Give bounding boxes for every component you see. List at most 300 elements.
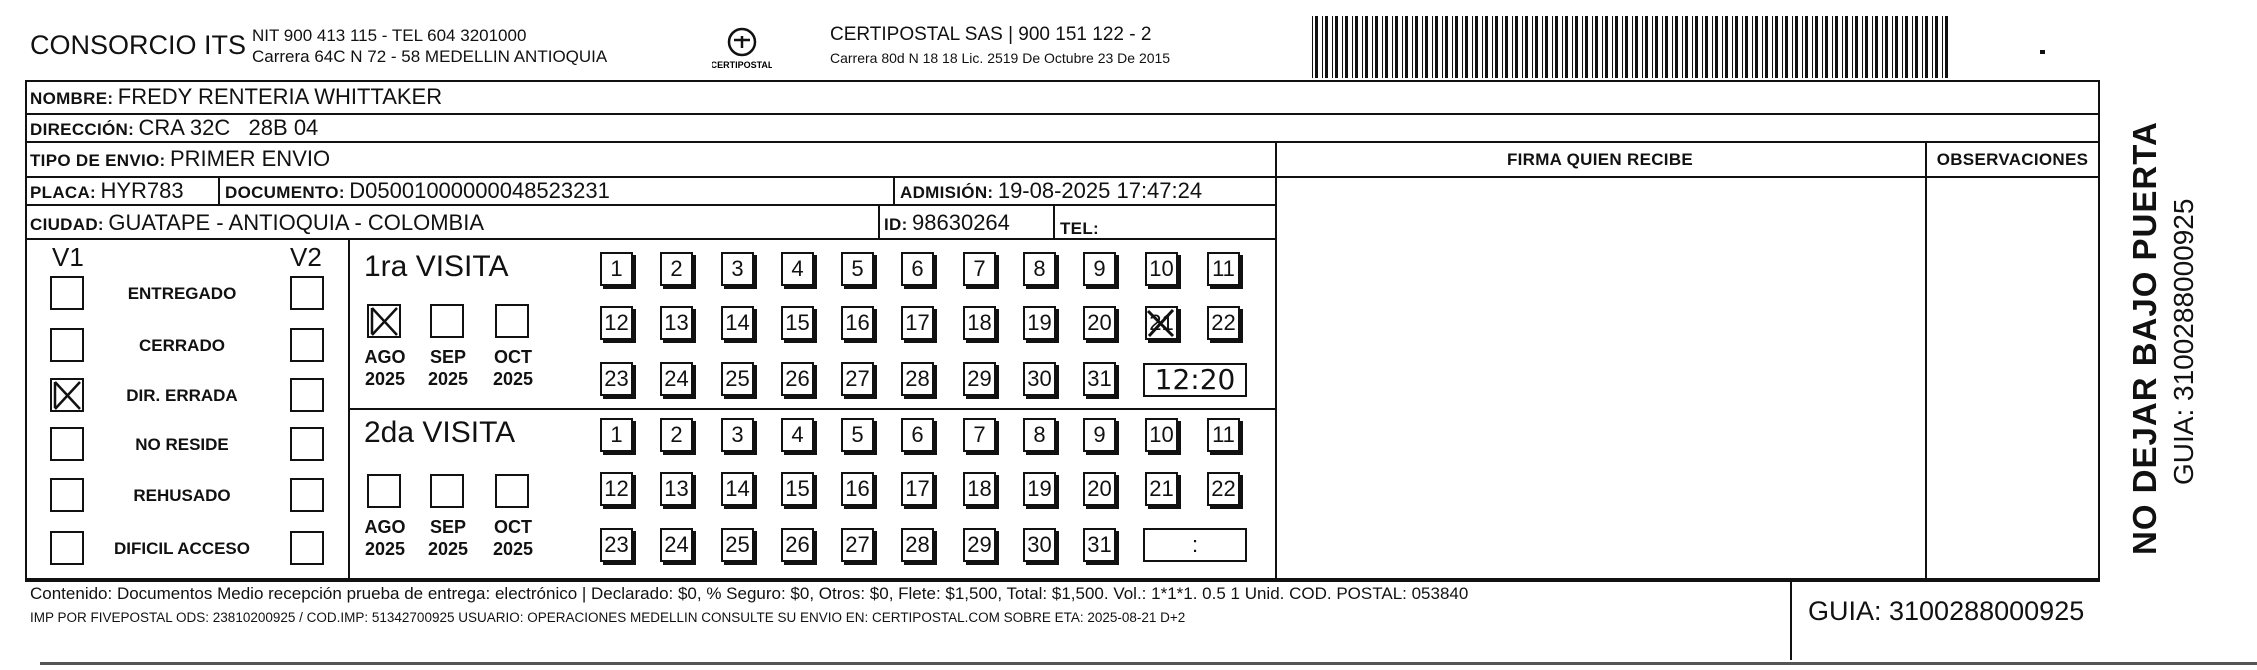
barcode-bar bbox=[1375, 16, 1378, 78]
month-checkbox[interactable] bbox=[430, 474, 464, 508]
documento-cell bbox=[225, 178, 610, 204]
day-box[interactable] bbox=[660, 252, 693, 286]
day-box[interactable] bbox=[600, 418, 633, 452]
barcode-bar bbox=[1895, 16, 1898, 78]
v2-checkbox[interactable] bbox=[290, 328, 324, 362]
day-number: 22 bbox=[1211, 476, 1236, 501]
barcode-bar bbox=[1525, 16, 1528, 78]
month-checkbox[interactable] bbox=[367, 304, 401, 338]
month-label bbox=[483, 346, 543, 390]
carrier-info bbox=[830, 24, 1170, 66]
day-number: 16 bbox=[845, 310, 870, 335]
direccion-label: DIRECCIÓN: bbox=[30, 120, 135, 139]
day-number: 9 bbox=[1093, 422, 1106, 447]
day-box[interactable] bbox=[600, 306, 633, 340]
v2-checkbox[interactable] bbox=[290, 478, 324, 512]
month-name: OCT bbox=[494, 347, 532, 367]
month-label bbox=[418, 346, 478, 390]
day-number: 26 bbox=[785, 366, 810, 391]
v2-checkbox[interactable] bbox=[290, 531, 324, 565]
barcode-bar bbox=[1455, 16, 1458, 78]
col-divider bbox=[1925, 141, 1927, 578]
barcode-bar bbox=[1782, 16, 1783, 78]
barcode-bar bbox=[1495, 16, 1498, 78]
barcode-bar bbox=[1462, 16, 1463, 78]
observaciones-label: OBSERVACIONES bbox=[1936, 150, 2089, 169]
day-box[interactable] bbox=[1145, 418, 1178, 452]
barcode-bar bbox=[1365, 16, 1368, 78]
day-number: 21 bbox=[1149, 476, 1174, 501]
v1-checkbox[interactable] bbox=[50, 276, 84, 310]
barcode-bar bbox=[1715, 16, 1718, 78]
day-number: 23 bbox=[604, 366, 629, 391]
day-box[interactable] bbox=[963, 306, 996, 340]
barcode-bar bbox=[1682, 16, 1683, 78]
v1-checkbox[interactable] bbox=[50, 378, 84, 412]
day-box[interactable] bbox=[963, 528, 996, 562]
barcode-bar bbox=[1362, 16, 1363, 78]
barcode-bar bbox=[1662, 16, 1663, 78]
month-year: 2025 bbox=[427, 369, 469, 389]
month-name: SEP bbox=[429, 517, 467, 537]
barcode-bar bbox=[1482, 16, 1483, 78]
col-divider bbox=[1790, 578, 1792, 660]
status-label: CERRADO bbox=[139, 336, 225, 355]
barcode-bar bbox=[1822, 16, 1823, 78]
col-divider bbox=[2098, 141, 2100, 578]
barcode-bar bbox=[1912, 16, 1913, 78]
barcode-bar bbox=[1572, 16, 1573, 78]
v1-checkbox[interactable] bbox=[50, 328, 84, 362]
day-number: 17 bbox=[905, 476, 930, 501]
barcode-bar bbox=[1632, 16, 1633, 78]
day-number: 27 bbox=[845, 532, 870, 557]
barcode-bar bbox=[1635, 16, 1638, 78]
barcode-bar bbox=[1932, 16, 1933, 78]
barcode-bar bbox=[1585, 16, 1588, 78]
barcode-bar bbox=[1312, 16, 1313, 78]
day-box[interactable] bbox=[600, 528, 633, 562]
day-box[interactable] bbox=[841, 418, 874, 452]
barcode-bar bbox=[1592, 16, 1593, 78]
day-box[interactable] bbox=[781, 252, 814, 286]
day-box[interactable] bbox=[1207, 306, 1240, 340]
day-box[interactable] bbox=[1145, 306, 1178, 340]
barcode-bar bbox=[1552, 16, 1553, 78]
id-label: ID: bbox=[884, 215, 908, 234]
day-number: 10 bbox=[1149, 422, 1174, 447]
admision-value: 19-08-2025 17:47:24 bbox=[997, 178, 1203, 203]
day-box[interactable] bbox=[1207, 418, 1240, 452]
barcode-bar bbox=[1515, 16, 1518, 78]
company-name: CONSORCIO ITS bbox=[30, 30, 247, 60]
month-checkbox[interactable] bbox=[430, 304, 464, 338]
day-box[interactable] bbox=[600, 362, 633, 396]
day-box[interactable] bbox=[841, 362, 874, 396]
day-number: 7 bbox=[973, 256, 986, 281]
day-number: 28 bbox=[905, 366, 930, 391]
day-number: 30 bbox=[1027, 366, 1052, 391]
month-year: 2025 bbox=[492, 369, 534, 389]
day-box[interactable] bbox=[963, 362, 996, 396]
barcode-bar bbox=[1705, 16, 1708, 78]
day-number: 14 bbox=[725, 476, 750, 501]
day-number: 29 bbox=[967, 366, 992, 391]
barcode-bar bbox=[1785, 16, 1788, 78]
guia-number: GUIA: 3100288000925 bbox=[1808, 596, 2085, 626]
row-divider bbox=[25, 141, 2100, 143]
barcode-bar bbox=[1625, 16, 1628, 78]
barcode-bar bbox=[1685, 16, 1688, 78]
day-box[interactable] bbox=[841, 306, 874, 340]
day-box[interactable] bbox=[1207, 252, 1240, 286]
v2-checkbox[interactable] bbox=[290, 276, 324, 310]
month-label bbox=[418, 516, 478, 560]
barcode-bar bbox=[1772, 16, 1773, 78]
footer-divider bbox=[25, 578, 2100, 580]
barcode-bar bbox=[1712, 16, 1713, 78]
direccion-value: CRA 32C 28B 04 bbox=[138, 115, 319, 140]
day-box[interactable] bbox=[660, 472, 693, 506]
footer-print-info: IMP POR FIVEPOSTAL ODS: 23810200925 / COD.IMP: 51342700925 USUARIO: OPERACIONES MEDELLIN CONSULTE SU ENVIO EN: CERTIPOSTAL.COM SOBRE ETA: 2025-08-21 D+2 bbox=[30, 610, 1186, 625]
barcode-bar bbox=[1892, 16, 1893, 78]
barcode-bar bbox=[1795, 16, 1798, 78]
visit-divider bbox=[348, 408, 1275, 410]
day-box[interactable] bbox=[901, 472, 934, 506]
row-divider bbox=[25, 204, 1275, 206]
day-number: 8 bbox=[1033, 256, 1046, 281]
day-number: 27 bbox=[845, 366, 870, 391]
day-number: 15 bbox=[785, 310, 810, 335]
barcode-bar bbox=[1792, 16, 1793, 78]
month-year: 2025 bbox=[492, 539, 534, 559]
day-number: 8 bbox=[1033, 422, 1046, 447]
barcode-bar bbox=[1845, 16, 1848, 78]
barcode-bar bbox=[1672, 16, 1673, 78]
tipo-envio-label: TIPO DE ENVIO: bbox=[30, 151, 166, 170]
v1-checkbox[interactable] bbox=[50, 427, 84, 461]
footer-content: Contenido: Documentos Medio recepción prueba de entrega: electrónico | Declarado: $0, % Seguro: $0, Otros: $0, Flete: $1,500, Total: $1,500. Vol.: 1*1*1. 0.5 1 Unid. COD. POSTAL: 053840 bbox=[30, 584, 1469, 603]
month-name: AGO bbox=[364, 347, 406, 367]
barcode-bar bbox=[1432, 16, 1433, 78]
day-box[interactable] bbox=[1023, 362, 1056, 396]
barcode-bar bbox=[1842, 16, 1843, 78]
day-box[interactable] bbox=[1023, 418, 1056, 452]
v1-checkbox[interactable] bbox=[50, 531, 84, 565]
barcode-bar bbox=[1852, 16, 1853, 78]
barcode-bar bbox=[1582, 16, 1583, 78]
barcode-bar bbox=[1735, 16, 1738, 78]
barcode-bar bbox=[1832, 16, 1833, 78]
day-box[interactable] bbox=[1023, 472, 1056, 506]
day-number: 22 bbox=[1211, 310, 1236, 335]
company-info bbox=[252, 25, 607, 67]
day-box[interactable] bbox=[1145, 472, 1178, 506]
barcode-bar bbox=[1595, 16, 1598, 78]
day-box[interactable] bbox=[901, 362, 934, 396]
nombre-row bbox=[30, 84, 442, 110]
status-label: DIFICIL ACCESO bbox=[113, 539, 250, 558]
side-guia: GUIA: 3100288000925 bbox=[2168, 198, 2199, 485]
day-number: 25 bbox=[725, 366, 750, 391]
day-box[interactable] bbox=[660, 528, 693, 562]
barcode-bar bbox=[1352, 16, 1353, 78]
barcode-bar bbox=[1415, 16, 1418, 78]
barcode-bar bbox=[1492, 16, 1493, 78]
barcode-bar bbox=[1532, 16, 1533, 78]
day-box[interactable] bbox=[841, 252, 874, 286]
day-box[interactable] bbox=[1083, 306, 1116, 340]
day-number: 5 bbox=[851, 422, 864, 447]
page-edge bbox=[40, 662, 2257, 665]
barcode-bar bbox=[1575, 16, 1578, 78]
placa-cell bbox=[30, 178, 184, 204]
day-number: 30 bbox=[1027, 532, 1052, 557]
day-box[interactable] bbox=[841, 472, 874, 506]
carrier-address: Carrera 80d N 18 18 Lic. 2519 De Octubre 23 De 2015 bbox=[830, 50, 1171, 66]
barcode-bar bbox=[1942, 16, 1943, 78]
barcode-bar bbox=[1902, 16, 1903, 78]
day-number: 10 bbox=[1149, 256, 1174, 281]
day-box[interactable] bbox=[1083, 362, 1116, 396]
row-divider bbox=[25, 113, 2100, 115]
svg-text:CERTIPOSTAL: CERTIPOSTAL bbox=[712, 60, 772, 70]
barcode-bar bbox=[1442, 16, 1443, 78]
barcode-bar bbox=[1322, 16, 1323, 78]
ciudad-label: CIUDAD: bbox=[30, 215, 104, 234]
row-divider bbox=[1275, 176, 2100, 178]
day-number: 5 bbox=[851, 256, 864, 281]
barcode-bar bbox=[1862, 16, 1863, 78]
barcode-bar bbox=[1605, 16, 1608, 78]
day-number: 31 bbox=[1087, 532, 1112, 557]
v1-header: V1 bbox=[52, 242, 84, 272]
barcode-bar bbox=[1402, 16, 1403, 78]
day-box[interactable] bbox=[1023, 528, 1056, 562]
side-notice bbox=[2112, 100, 2232, 560]
day-box[interactable] bbox=[660, 418, 693, 452]
day-number: 4 bbox=[791, 256, 804, 281]
barcode-bar bbox=[1882, 16, 1883, 78]
day-box[interactable] bbox=[1207, 472, 1240, 506]
barcode-bar bbox=[1702, 16, 1703, 78]
barcode-bar bbox=[1355, 16, 1358, 78]
day-number: 31 bbox=[1087, 366, 1112, 391]
day-number: 4 bbox=[791, 422, 804, 447]
day-number: 2 bbox=[670, 422, 683, 447]
day-number: 19 bbox=[1027, 476, 1052, 501]
day-number: 1 bbox=[610, 256, 623, 281]
month-name: AGO bbox=[364, 517, 406, 537]
day-number: 15 bbox=[785, 476, 810, 501]
barcode-bar bbox=[1545, 16, 1548, 78]
col-divider bbox=[1275, 141, 1277, 578]
barcode-bar bbox=[1935, 16, 1938, 78]
v2-checkbox[interactable] bbox=[290, 378, 324, 412]
barcode-bar bbox=[1562, 16, 1563, 78]
barcode-bar bbox=[1472, 16, 1473, 78]
day-box[interactable] bbox=[1083, 252, 1116, 286]
carrier-name: CERTIPOSTAL SAS | 900 151 122 - 2 bbox=[830, 24, 1152, 45]
barcode-bar bbox=[1622, 16, 1623, 78]
day-box[interactable] bbox=[781, 362, 814, 396]
day-number: 7 bbox=[973, 422, 986, 447]
visit2-time[interactable] bbox=[1143, 528, 1247, 562]
col-divider bbox=[878, 204, 880, 238]
documento-label: DOCUMENTO: bbox=[225, 183, 345, 202]
v1-checkbox[interactable] bbox=[50, 478, 84, 512]
month-year: 2025 bbox=[427, 539, 469, 559]
barcode-bar bbox=[1385, 16, 1388, 78]
visit1-time[interactable] bbox=[1143, 363, 1247, 397]
month-checkbox[interactable] bbox=[495, 474, 529, 508]
day-number: 6 bbox=[911, 256, 924, 281]
day-number: 6 bbox=[911, 422, 924, 447]
barcode-bar bbox=[1535, 16, 1538, 78]
col-divider bbox=[1053, 204, 1055, 238]
barcode-bar bbox=[1565, 16, 1568, 78]
barcode-bar bbox=[1752, 16, 1753, 78]
day-box[interactable] bbox=[963, 252, 996, 286]
barcode-bar bbox=[1412, 16, 1413, 78]
day-box[interactable] bbox=[600, 472, 633, 506]
day-box[interactable] bbox=[781, 528, 814, 562]
barcode-bar bbox=[1675, 16, 1678, 78]
barcode-bar bbox=[1392, 16, 1393, 78]
placa-label: PLACA: bbox=[30, 183, 97, 202]
col-divider bbox=[218, 176, 220, 204]
day-box[interactable] bbox=[721, 418, 754, 452]
id-cell bbox=[884, 210, 1010, 236]
admision-label: ADMISIÓN: bbox=[900, 183, 994, 202]
day-box[interactable] bbox=[1083, 528, 1116, 562]
barcode-bar bbox=[1692, 16, 1693, 78]
month-name: OCT bbox=[494, 517, 532, 537]
placa-value: HYR783 bbox=[100, 178, 184, 203]
day-number: 21 bbox=[1149, 310, 1174, 335]
day-box[interactable] bbox=[1083, 418, 1116, 452]
day-box[interactable] bbox=[721, 528, 754, 562]
day-box[interactable] bbox=[901, 306, 934, 340]
ciudad-value: GUATAPE - ANTIOQUIA - COLOMBIA bbox=[108, 210, 485, 235]
direccion-row bbox=[30, 115, 318, 141]
day-box[interactable] bbox=[781, 472, 814, 506]
barcode-bar bbox=[1825, 16, 1828, 78]
day-number: 3 bbox=[731, 422, 744, 447]
barcode-bar bbox=[1725, 16, 1728, 78]
day-box[interactable] bbox=[963, 472, 996, 506]
barcode-bar bbox=[1745, 16, 1748, 78]
certipostal-logo bbox=[712, 24, 772, 76]
barcode-bar bbox=[1905, 16, 1908, 78]
day-box[interactable] bbox=[721, 362, 754, 396]
barcode-bar bbox=[1732, 16, 1733, 78]
barcode-bar bbox=[1465, 16, 1468, 78]
day-box[interactable] bbox=[1023, 306, 1056, 340]
barcode-bar bbox=[1512, 16, 1513, 78]
day-number: 16 bbox=[845, 476, 870, 501]
visit2-time-value: : bbox=[1191, 532, 1199, 557]
documento-value: D0500100000004852323​1 bbox=[349, 178, 610, 203]
barcode-bar bbox=[1835, 16, 1838, 78]
barcode-bar bbox=[1425, 16, 1428, 78]
barcode-bar bbox=[1542, 16, 1543, 78]
barcode-bar bbox=[1485, 16, 1488, 78]
day-box[interactable] bbox=[781, 306, 814, 340]
day-box[interactable] bbox=[721, 252, 754, 286]
barcode-bar bbox=[1505, 16, 1508, 78]
month-year: 2025 bbox=[364, 369, 406, 389]
day-box[interactable] bbox=[781, 418, 814, 452]
day-number: 26 bbox=[785, 532, 810, 557]
month-checkbox[interactable] bbox=[495, 304, 529, 338]
id-value: 98630264 bbox=[912, 210, 1010, 235]
day-box[interactable] bbox=[901, 418, 934, 452]
day-box[interactable] bbox=[901, 528, 934, 562]
status-label: REHUSADO bbox=[133, 486, 231, 505]
day-box[interactable] bbox=[901, 252, 934, 286]
day-number: 29 bbox=[967, 532, 992, 557]
barcode-bar bbox=[1405, 16, 1408, 78]
day-number: 18 bbox=[967, 476, 992, 501]
col-divider bbox=[893, 176, 895, 204]
day-box[interactable] bbox=[721, 472, 754, 506]
barcode-bar bbox=[1945, 16, 1948, 78]
day-number: 14 bbox=[725, 310, 750, 335]
barcode-bar bbox=[1325, 16, 1328, 78]
admision-cell bbox=[900, 178, 1202, 204]
barcode-bar bbox=[1615, 16, 1618, 78]
barcode-bar bbox=[1372, 16, 1373, 78]
barcode-bar bbox=[1915, 16, 1918, 78]
day-number: 2 bbox=[670, 256, 683, 281]
day-box[interactable] bbox=[841, 528, 874, 562]
month-label bbox=[355, 516, 415, 560]
day-box[interactable] bbox=[660, 362, 693, 396]
day-number: 19 bbox=[1027, 310, 1052, 335]
barcode-bar bbox=[1422, 16, 1423, 78]
barcode-bar bbox=[1652, 16, 1653, 78]
day-box[interactable] bbox=[600, 252, 633, 286]
day-number: 13 bbox=[664, 476, 689, 501]
day-number: 12 bbox=[604, 476, 629, 501]
day-box[interactable] bbox=[660, 306, 693, 340]
barcode-bar bbox=[1395, 16, 1398, 78]
barcode-bar bbox=[1695, 16, 1698, 78]
barcode-bar bbox=[1435, 16, 1438, 78]
v2-checkbox[interactable] bbox=[290, 427, 324, 461]
barcode-bar bbox=[1775, 16, 1778, 78]
barcode-bar bbox=[1452, 16, 1453, 78]
barcode-bar bbox=[1865, 16, 1868, 78]
barcode-bar bbox=[1812, 16, 1813, 78]
mark-dot bbox=[2040, 50, 2045, 54]
status-label: ENTREGADO bbox=[127, 284, 237, 303]
barcode-bar bbox=[1342, 16, 1343, 78]
day-number: 23 bbox=[604, 532, 629, 557]
day-box[interactable] bbox=[1023, 252, 1056, 286]
day-box[interactable] bbox=[1083, 472, 1116, 506]
day-box[interactable] bbox=[1145, 252, 1178, 286]
barcode-bar bbox=[1742, 16, 1743, 78]
month-checkbox[interactable] bbox=[367, 474, 401, 508]
nombre-label: NOMBRE: bbox=[30, 89, 114, 108]
tipo-envio-value: PRIMER ENVIO bbox=[169, 146, 331, 171]
month-label bbox=[483, 516, 543, 560]
day-number: 28 bbox=[905, 532, 930, 557]
day-box[interactable] bbox=[963, 418, 996, 452]
day-box[interactable] bbox=[721, 306, 754, 340]
